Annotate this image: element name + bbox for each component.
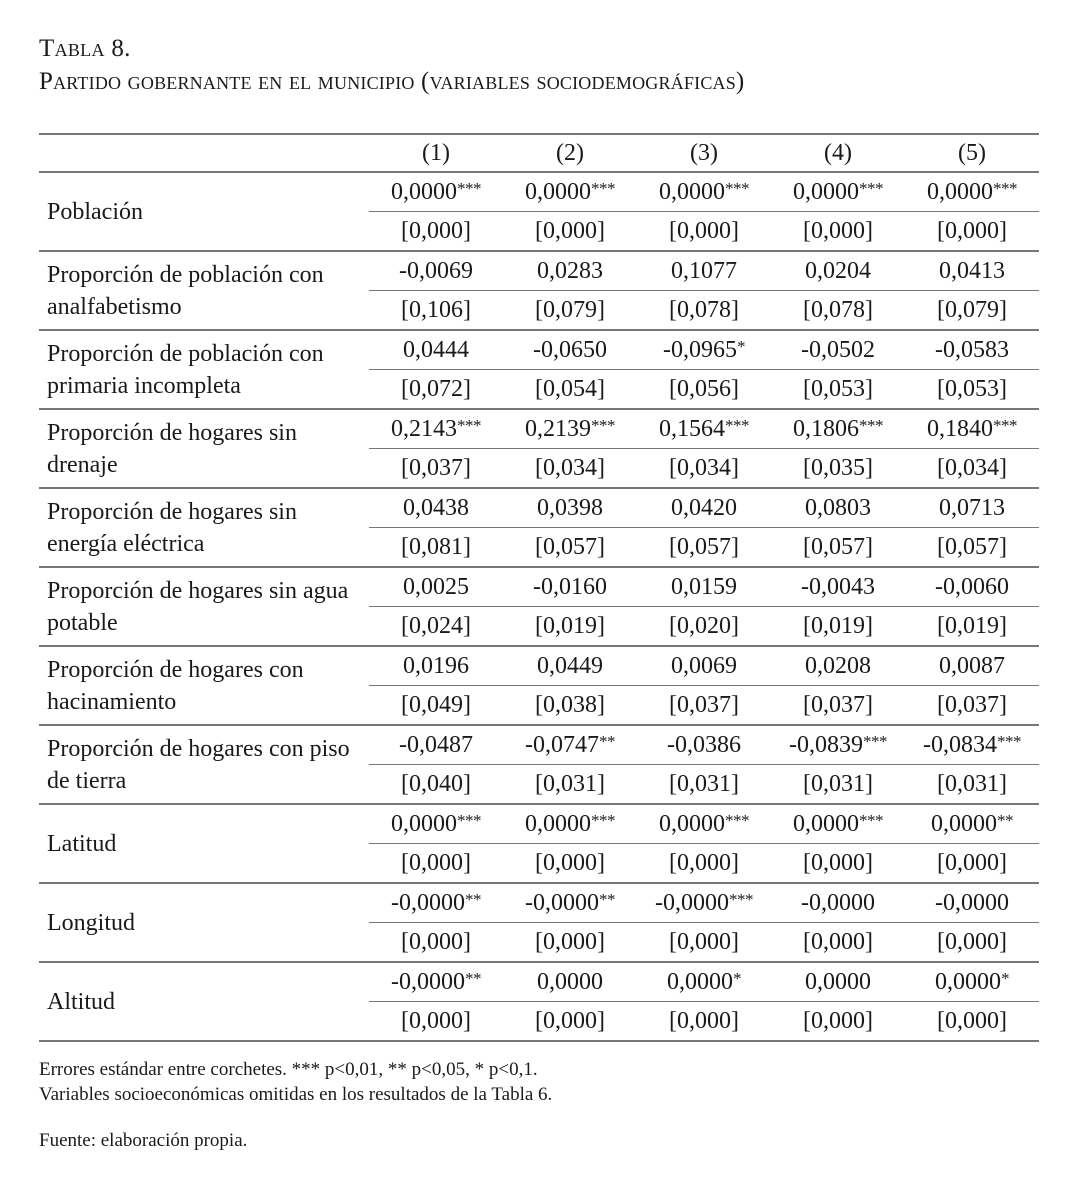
coefficient-value: -0,0650 xyxy=(533,336,607,363)
coefficient-cell xyxy=(905,962,1039,1002)
coefficient-cell xyxy=(369,962,503,1002)
coefficient-value: -0,0000 xyxy=(935,889,1009,916)
standard-error-cell: [0,019] xyxy=(803,612,873,639)
coefficient-cell xyxy=(905,725,1039,765)
coefficient-value: -0,0000 xyxy=(801,889,875,916)
coefficient-value: -0,0043 xyxy=(801,573,875,600)
coefficient-cell xyxy=(771,883,905,923)
coefficient-cell xyxy=(369,646,503,686)
coefficient-cell xyxy=(771,804,905,844)
coefficient-cell xyxy=(637,725,771,765)
standard-error-cell: [0,037] xyxy=(937,691,1007,718)
standard-error-cell: [0,031] xyxy=(937,770,1007,797)
coefficient-value: 0,0000 xyxy=(667,968,733,995)
header-cell-label xyxy=(39,134,369,172)
note-omitted-variables: Variables socioeconómicas omitidas en los resultados de la Tabla 6. xyxy=(39,1084,553,1105)
coefficient-cell xyxy=(503,567,637,607)
coefficient-value: -0,0839 xyxy=(789,731,863,758)
coefficient-cell xyxy=(637,488,771,528)
standard-error-cell: [0,031] xyxy=(535,770,605,797)
standard-error-cell: [0,000] xyxy=(535,1007,605,1034)
coefficient-cell xyxy=(637,567,771,607)
header-row xyxy=(39,134,1039,172)
coefficient-value: 0,0000 xyxy=(525,178,591,205)
coefficient-row xyxy=(39,646,1039,686)
header-cell-model-1: (1) xyxy=(422,139,450,166)
coefficient-value: 0,0000 xyxy=(391,810,457,837)
standard-error-cell: [0,000] xyxy=(535,849,605,876)
significance-stars: ** xyxy=(599,731,615,751)
coefficient-row xyxy=(39,172,1039,212)
standard-error-cell: [0,000] xyxy=(401,217,471,244)
coefficient-cell xyxy=(503,488,637,528)
standard-error-cell: [0,000] xyxy=(803,217,873,244)
significance-stars: * xyxy=(1001,968,1009,988)
standard-error-cell: [0,019] xyxy=(937,612,1007,639)
coefficient-value: 0,1840 xyxy=(927,415,993,442)
coefficient-value: 0,0000 xyxy=(793,178,859,205)
coefficient-cell xyxy=(637,646,771,686)
significance-stars: *** xyxy=(859,415,883,435)
standard-error-cell: [0,000] xyxy=(401,928,471,955)
coefficient-cell xyxy=(637,804,771,844)
coefficient-row xyxy=(39,251,1039,291)
standard-error-cell: [0,000] xyxy=(535,217,605,244)
variable-label: Latitud xyxy=(47,830,117,857)
table-notes xyxy=(39,1057,1039,1153)
coefficient-cell xyxy=(503,883,637,923)
coefficient-cell xyxy=(637,172,771,212)
coefficient-cell xyxy=(771,251,905,291)
standard-error-cell: [0,057] xyxy=(803,533,873,560)
coefficient-value: 0,0000 xyxy=(935,968,1001,995)
standard-error-cell: [0,078] xyxy=(669,296,739,323)
coefficient-cell xyxy=(369,804,503,844)
standard-error-cell: [0,034] xyxy=(535,454,605,481)
standard-error-cell: [0,037] xyxy=(401,454,471,481)
coefficient-value: 0,0000 xyxy=(931,810,997,837)
coefficient-value: 0,2143 xyxy=(391,415,457,442)
coefficient-value: 0,1077 xyxy=(671,257,737,284)
coefficient-cell xyxy=(771,172,905,212)
coefficient-value: -0,0160 xyxy=(533,573,607,600)
coefficient-value: 0,0000 xyxy=(793,810,859,837)
coefficient-value: 0,1806 xyxy=(793,415,859,442)
coefficient-cell xyxy=(503,725,637,765)
significance-stars: *** xyxy=(863,731,887,751)
variable-label: Población xyxy=(47,198,143,225)
coefficient-cell xyxy=(905,330,1039,370)
coefficient-cell xyxy=(905,646,1039,686)
coefficient-cell xyxy=(637,962,771,1002)
variable-label: Proporción de hogares sin agua potable xyxy=(47,577,349,636)
coefficient-value: -0,0000 xyxy=(655,889,729,916)
coefficient-value: 0,0025 xyxy=(403,573,469,600)
standard-error-cell: [0,000] xyxy=(669,928,739,955)
coefficient-cell xyxy=(771,409,905,449)
coefficient-row xyxy=(39,725,1039,765)
significance-stars: *** xyxy=(591,415,615,435)
standard-error-cell: [0,040] xyxy=(401,770,471,797)
coefficient-cell xyxy=(369,488,503,528)
coefficient-value: 0,0208 xyxy=(805,652,871,679)
coefficient-cell xyxy=(905,409,1039,449)
significance-stars: *** xyxy=(457,810,481,830)
coefficient-cell xyxy=(503,804,637,844)
standard-error-cell: [0,034] xyxy=(669,454,739,481)
standard-error-cell: [0,081] xyxy=(401,533,471,560)
coefficient-value: 0,0713 xyxy=(939,494,1005,521)
coefficient-value: 0,1564 xyxy=(659,415,725,442)
coefficient-cell xyxy=(503,172,637,212)
significance-stars: *** xyxy=(591,810,615,830)
standard-error-cell: [0,037] xyxy=(803,691,873,718)
significance-stars: * xyxy=(733,968,741,988)
variable-label: Proporción de hogares con piso de tierra xyxy=(47,735,350,794)
header-cell-model-4: (4) xyxy=(824,139,852,166)
coefficient-value: 0,0283 xyxy=(537,257,603,284)
standard-error-cell: [0,000] xyxy=(669,217,739,244)
table-document xyxy=(39,33,1039,1153)
significance-stars: *** xyxy=(997,731,1021,751)
coefficient-value: 0,0444 xyxy=(403,336,469,363)
standard-error-cell: [0,057] xyxy=(937,533,1007,560)
coefficient-row xyxy=(39,804,1039,844)
standard-error-cell: [0,031] xyxy=(803,770,873,797)
standard-error-cell: [0,037] xyxy=(669,691,739,718)
coefficient-row xyxy=(39,488,1039,528)
significance-stars: *** xyxy=(993,178,1017,198)
coefficient-cell xyxy=(771,646,905,686)
coefficient-row xyxy=(39,330,1039,370)
standard-error-cell: [0,031] xyxy=(669,770,739,797)
coefficient-cell xyxy=(369,251,503,291)
variable-label: Proporción de hogares sin energía eléctrica xyxy=(47,498,297,557)
coefficient-cell xyxy=(637,330,771,370)
coefficient-value: 0,0398 xyxy=(537,494,603,521)
coefficient-cell xyxy=(369,567,503,607)
coefficient-value: 0,0196 xyxy=(403,652,469,679)
coefficient-value: 0,0413 xyxy=(939,257,1005,284)
coefficient-cell xyxy=(905,804,1039,844)
variable-label: Proporción de población con primaria incompleta xyxy=(47,340,324,399)
coefficient-value: -0,0069 xyxy=(399,257,473,284)
header-cell-model-5: (5) xyxy=(958,139,986,166)
standard-error-cell: [0,072] xyxy=(401,375,471,402)
significance-stars: *** xyxy=(859,178,883,198)
significance-stars: *** xyxy=(457,178,481,198)
coefficient-cell xyxy=(771,567,905,607)
coefficient-cell xyxy=(637,409,771,449)
coefficient-value: 0,0069 xyxy=(671,652,737,679)
significance-stars: ** xyxy=(465,968,481,988)
standard-error-cell: [0,079] xyxy=(535,296,605,323)
coefficient-cell xyxy=(905,567,1039,607)
coefficient-cell xyxy=(905,172,1039,212)
coefficient-cell xyxy=(369,883,503,923)
significance-stars: * xyxy=(737,336,745,356)
standard-error-cell: [0,053] xyxy=(937,375,1007,402)
coefficient-value: 0,0803 xyxy=(805,494,871,521)
significance-stars: *** xyxy=(591,178,615,198)
coefficient-value: 0,0000 xyxy=(525,810,591,837)
significance-stars: ** xyxy=(997,810,1013,830)
significance-stars: ** xyxy=(599,889,615,909)
coefficient-cell xyxy=(503,409,637,449)
coefficient-cell xyxy=(369,409,503,449)
standard-error-cell: [0,020] xyxy=(669,612,739,639)
standard-error-cell: [0,079] xyxy=(937,296,1007,323)
coefficient-value: -0,0487 xyxy=(399,731,473,758)
standard-error-cell: [0,035] xyxy=(803,454,873,481)
standard-error-cell: [0,057] xyxy=(535,533,605,560)
standard-error-cell: [0,053] xyxy=(803,375,873,402)
coefficient-value: -0,0965 xyxy=(663,336,737,363)
coefficient-value: 0,0000 xyxy=(805,968,871,995)
standard-error-cell: [0,000] xyxy=(803,1007,873,1034)
significance-stars: *** xyxy=(457,415,481,435)
coefficient-value: -0,0747 xyxy=(525,731,599,758)
standard-error-cell: [0,054] xyxy=(535,375,605,402)
standard-error-cell: [0,000] xyxy=(803,849,873,876)
coefficient-value: 0,0000 xyxy=(927,178,993,205)
variable-label: Altitud xyxy=(47,988,116,1015)
standard-error-cell: [0,000] xyxy=(401,849,471,876)
variable-label: Proporción de población con analfabetismo xyxy=(47,261,324,320)
coefficient-cell xyxy=(905,251,1039,291)
coefficient-value: 0,0087 xyxy=(939,652,1005,679)
coefficient-cell xyxy=(771,725,905,765)
coefficient-value: -0,0000 xyxy=(525,889,599,916)
coefficient-cell xyxy=(771,488,905,528)
significance-stars: *** xyxy=(725,415,749,435)
standard-error-cell: [0,000] xyxy=(535,928,605,955)
coefficient-cell xyxy=(503,962,637,1002)
coefficient-value: 0,0000 xyxy=(391,178,457,205)
coefficient-value: 0,0159 xyxy=(671,573,737,600)
standard-error-cell: [0,000] xyxy=(669,849,739,876)
standard-error-cell: [0,024] xyxy=(401,612,471,639)
standard-error-cell: [0,038] xyxy=(535,691,605,718)
regression-table xyxy=(39,133,1039,1042)
coefficient-value: -0,0060 xyxy=(935,573,1009,600)
significance-stars: *** xyxy=(859,810,883,830)
variable-label: Proporción de hogares sin drenaje xyxy=(47,419,297,478)
coefficient-value: 0,2139 xyxy=(525,415,591,442)
coefficient-row xyxy=(39,962,1039,1002)
table-title: Partido gobernante en el municipio (variables sociodemográficas) xyxy=(39,68,745,95)
standard-error-cell: [0,000] xyxy=(937,1007,1007,1034)
table-body xyxy=(39,172,1039,1041)
standard-error-cell: [0,000] xyxy=(401,1007,471,1034)
coefficient-cell xyxy=(637,251,771,291)
note-standard-errors: Errores estándar entre corchetes. *** p<0,01, ** p<0,05, * p<0,1. xyxy=(39,1059,538,1080)
coefficient-value: -0,0834 xyxy=(923,731,997,758)
coefficient-value: 0,0204 xyxy=(805,257,871,284)
coefficient-value: -0,0386 xyxy=(667,731,741,758)
standard-error-cell: [0,000] xyxy=(937,217,1007,244)
coefficient-cell xyxy=(905,883,1039,923)
significance-stars: *** xyxy=(729,889,753,909)
coefficient-value: 0,0000 xyxy=(537,968,603,995)
coefficient-cell xyxy=(771,962,905,1002)
significance-stars: *** xyxy=(725,810,749,830)
coefficient-value: -0,0583 xyxy=(935,336,1009,363)
standard-error-cell: [0,078] xyxy=(803,296,873,323)
coefficient-value: 0,0449 xyxy=(537,652,603,679)
standard-error-cell: [0,000] xyxy=(937,928,1007,955)
standard-error-cell: [0,019] xyxy=(535,612,605,639)
standard-error-cell: [0,056] xyxy=(669,375,739,402)
coefficient-row xyxy=(39,567,1039,607)
significance-stars: ** xyxy=(465,889,481,909)
variable-label: Proporción de hogares con hacinamiento xyxy=(47,656,304,715)
standard-error-cell: [0,049] xyxy=(401,691,471,718)
coefficient-cell xyxy=(637,883,771,923)
standard-error-cell: [0,034] xyxy=(937,454,1007,481)
coefficient-cell xyxy=(369,172,503,212)
coefficient-value: 0,0000 xyxy=(659,178,725,205)
standard-error-cell: [0,106] xyxy=(401,296,471,323)
coefficient-cell xyxy=(503,646,637,686)
header-cell-model-2: (2) xyxy=(556,139,584,166)
coefficient-row xyxy=(39,883,1039,923)
standard-error-cell: [0,000] xyxy=(937,849,1007,876)
significance-stars: *** xyxy=(725,178,749,198)
coefficient-cell xyxy=(905,488,1039,528)
coefficient-cell xyxy=(369,725,503,765)
standard-error-cell: [0,000] xyxy=(669,1007,739,1034)
coefficient-value: -0,0000 xyxy=(391,968,465,995)
coefficient-cell xyxy=(369,330,503,370)
coefficient-value: -0,0000 xyxy=(391,889,465,916)
coefficient-cell xyxy=(503,330,637,370)
coefficient-cell xyxy=(503,251,637,291)
variable-label: Longitud xyxy=(47,909,135,936)
coefficient-row xyxy=(39,409,1039,449)
table-number: Tabla 8. xyxy=(39,35,131,62)
standard-error-cell: [0,000] xyxy=(803,928,873,955)
coefficient-cell xyxy=(771,330,905,370)
significance-stars: *** xyxy=(993,415,1017,435)
coefficient-value: 0,0438 xyxy=(403,494,469,521)
coefficient-value: -0,0502 xyxy=(801,336,875,363)
header-cell-model-3: (3) xyxy=(690,139,718,166)
standard-error-cell: [0,057] xyxy=(669,533,739,560)
coefficient-value: 0,0420 xyxy=(671,494,737,521)
note-source: Fuente: elaboración propia. xyxy=(39,1130,248,1151)
coefficient-value: 0,0000 xyxy=(659,810,725,837)
